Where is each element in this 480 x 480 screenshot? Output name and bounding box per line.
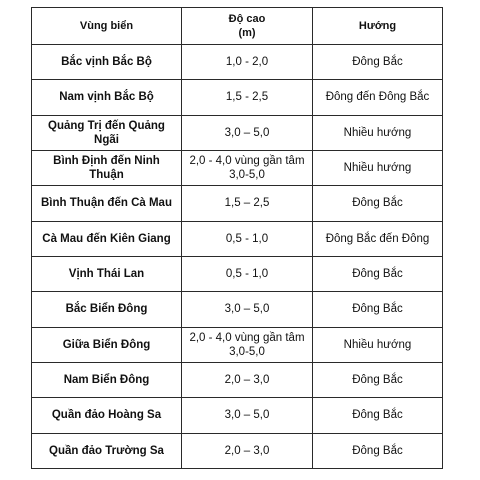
direction-cell: Đông Bắc (313, 362, 443, 397)
region-cell: Quần đảo Trường Sa (32, 433, 182, 468)
height-cell: 2,0 – 3,0 (182, 362, 313, 397)
height-cell: 3,0 – 5,0 (182, 292, 313, 327)
region-cell: Bình Thuận đến Cà Mau (32, 186, 182, 221)
direction-cell: Nhiều hướng (313, 115, 443, 150)
table-row (32, 221, 443, 256)
direction-cell: Nhiều hướng (313, 327, 443, 362)
region-cell: Quảng Trị đến Quảng Ngãi (32, 115, 182, 150)
direction-cell: Đông Bắc đến Đông (313, 221, 443, 256)
height-cell: 3,0 – 5,0 (182, 115, 313, 150)
direction-cell: Đông Bắc (313, 398, 443, 433)
wave-height-table-container (31, 7, 442, 469)
height-cell: 3,0 – 5,0 (182, 398, 313, 433)
region-cell: Bắc Biển Đông (32, 292, 182, 327)
header-direction: Hướng (313, 8, 443, 45)
table-row (32, 150, 443, 185)
direction-cell: Đông Bắc (313, 186, 443, 221)
table-row (32, 115, 443, 150)
height-cell: 0,5 - 1,0 (182, 221, 313, 256)
table-row (32, 256, 443, 291)
direction-cell: Đông Bắc (313, 292, 443, 327)
height-cell: 0,5 - 1,0 (182, 256, 313, 291)
region-cell: Vịnh Thái Lan (32, 256, 182, 291)
region-cell: Nam Biển Đông (32, 362, 182, 397)
height-cell: 1,5 – 2,5 (182, 186, 313, 221)
direction-cell: Đông Bắc (313, 256, 443, 291)
region-cell: Giữa Biển Đông (32, 327, 182, 362)
direction-cell: Nhiều hướng (313, 150, 443, 185)
region-cell: Cà Mau đến Kiên Giang (32, 221, 182, 256)
height-cell: 1,0 - 2,0 (182, 45, 313, 80)
table-row (32, 433, 443, 468)
height-cell: 2,0 – 3,0 (182, 433, 313, 468)
height-cell: 2,0 - 4,0 vùng gần tâm 3,0-5,0 (182, 150, 313, 185)
table-row (32, 80, 443, 115)
table-body (32, 45, 443, 469)
direction-cell: Đông Bắc (313, 433, 443, 468)
table-row (32, 292, 443, 327)
table-row (32, 398, 443, 433)
region-cell: Nam vịnh Bắc Bộ (32, 80, 182, 115)
direction-cell: Đông đến Đông Bắc (313, 80, 443, 115)
table-row (32, 186, 443, 221)
region-cell: Bình Định đến Ninh Thuận (32, 150, 182, 185)
header-height-text: Độ cao (m) (228, 13, 266, 39)
header-region: Vùng biển (32, 8, 182, 45)
table-row (32, 45, 443, 80)
table-row (32, 362, 443, 397)
wave-height-table (31, 7, 443, 469)
table-row (32, 327, 443, 362)
region-cell: Bắc vịnh Bắc Bộ (32, 45, 182, 80)
height-cell: 2,0 - 4,0 vùng gần tâm 3,0-5,0 (182, 327, 313, 362)
header-height (182, 8, 313, 45)
height-cell: 1,5 - 2,5 (182, 80, 313, 115)
region-cell: Quần đảo Hoàng Sa (32, 398, 182, 433)
table-header-row (32, 8, 443, 45)
direction-cell: Đông Bắc (313, 45, 443, 80)
